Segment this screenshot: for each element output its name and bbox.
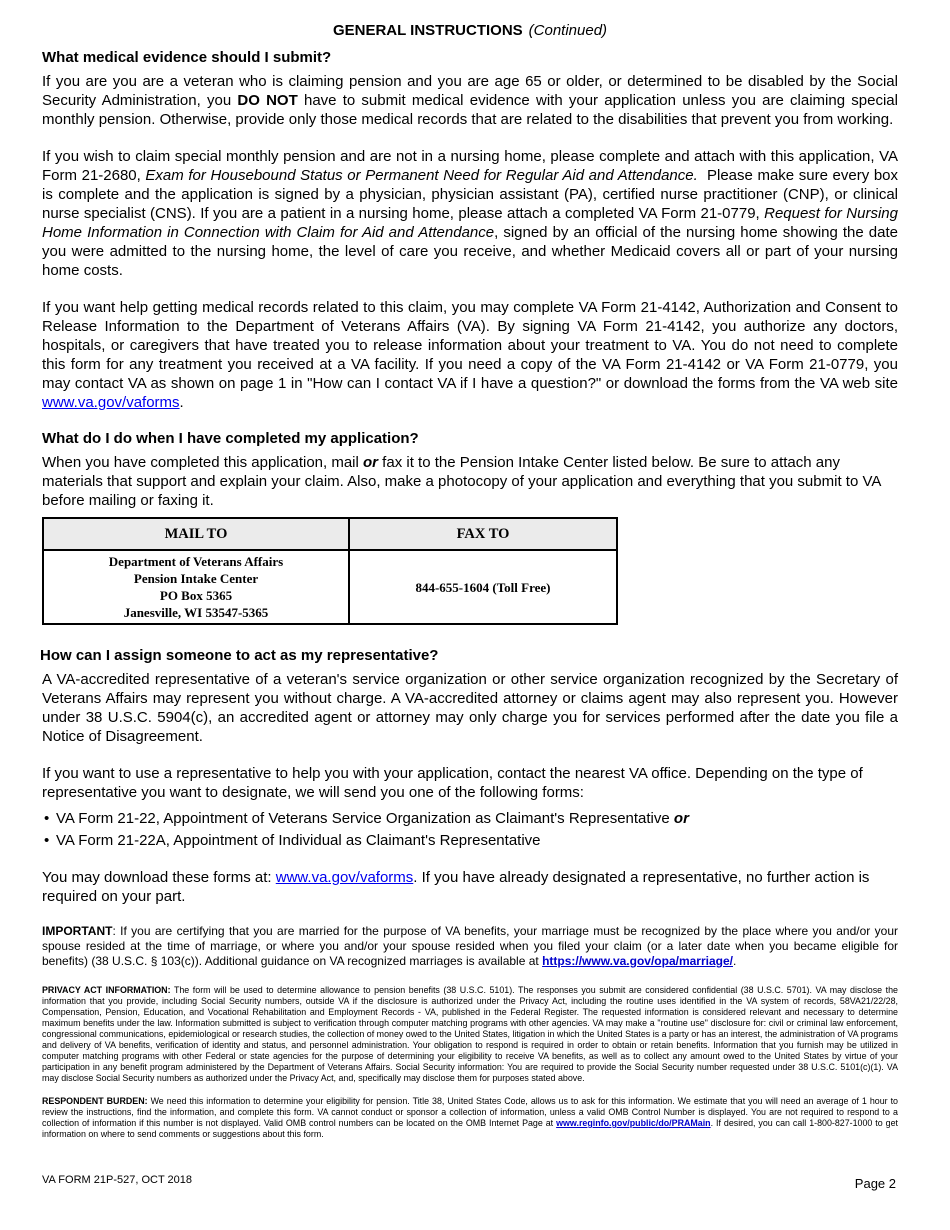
representative-paragraph-2: If you want to use a representative to help you with your application, contact the nearest VA office. Depending on the type of representative you want to designate, we will send you one of the following forms:	[42, 765, 863, 801]
page-number: Page 2	[854, 1176, 896, 1191]
fax-number-cell: 844-655-1604 (Toll Free)	[349, 550, 617, 624]
medical-p3-text: If you want help getting medical records related to this claim, you may complete VA Form 21-4142, Authorization and Consent to Release Information to the Department of Veterans Affairs (VA). By signing VA Form 21-4142, you authorize any doctors, hospitals, or caregivers that have treated you to release information about your treatment to VA. You do not need to complete this form for any treatment you received at a VA facility. If you need a copy of the VA Form 21-4142 or VA Form 21-0779, you may contact VA as shown on page 1 in "How can I contact VA if I have a question?" or download the forms from the VA web site	[42, 299, 898, 392]
representative-paragraph-3	[42, 868, 898, 906]
important-text: : If you are certifying that you are married for the purpose of VA benefits, your marriage must be recognized by the place where you and/or your spouse resided at the time of marriage, or where you and/or your spouse resided when you filed your claim (or a later date when you became eligible for benefits) (38 U.S.C. § 103(c)). Additional guidance on VA recognized marriages is available at	[42, 924, 898, 968]
bullet-icon: •	[44, 810, 50, 827]
completed-application-heading: What do I do when I have completed my application?	[42, 430, 419, 447]
completed-application-paragraph	[42, 453, 898, 510]
mail-address-cell	[43, 550, 349, 624]
burden-label: RESPONDENT BURDEN:	[42, 1096, 148, 1106]
representative-paragraph-1: A VA-accredited representative of a veteran's service organization or other service organization recognized by the Secretary of Veterans Affairs may represent you without charge. A VA-accredited attorney or claims agent may also represent you. However under 38 U.S.C. 5904(c), an accredited agent or attorney may only charge you for services performed after the date you file a Notice of Disagreement.	[42, 671, 898, 745]
mail-address-line: Pension Intake Center	[133, 571, 259, 586]
medical-p2-form-title-0779: Request for Nursing Home Information in Connection with Claim for Aid and Attendance	[42, 205, 898, 241]
list-item	[42, 831, 898, 850]
mail-fax-table	[42, 517, 618, 625]
privacy-label: PRIVACY ACT INFORMATION:	[42, 985, 171, 995]
medical-p2-text-b: Please make sure every box is complete and the application is signed by a physician, physician assistant (PA), certified nurse practitioner (CNP), or clinical nurse specialist (CNS). If you are a patient in a nursing home, please attach a completed VA Form 21-0779,	[42, 167, 903, 222]
download-forms-text-b: . If you have already designated a representative, no further action is required on your part.	[42, 869, 870, 905]
download-forms-text: You may download these forms at:	[42, 869, 276, 886]
mail-address-line: Janesville, WI 53547-5365	[123, 605, 269, 620]
privacy-text: The form will be used to determine allowance to pension benefits (38 U.S.C. 5101). The responses you submit are considered confidential (38 U.S.C. 5701). VA may disclose the information that you provide, including Social Security numbers, outside VA if the disclosure is authorized under the Privacy Act, including the routine uses identified in the VA system of records, 58VA21/22/28, Compensation, Pension, Education, and Vocational Rehabilitation and Employment Records - VA, published in the Federal Register. The requested information is considered relevant and necessary to determine maximum benefits under the law. Information submitted is subject to verification through computer matching programs with other agencies. VA may make a "routine use" disclosure for: civil or criminal law enforcement, congressional communications, epidemiological or research studies, the collection of money owed to the United States, litigation in which the United States is a party or has an interest, the administration of VA programs and delivery of VA benefits, verification of identity and status, and personnel administration. Your obligation to respond is required in order to obtain or retain benefits. Information that you furnish may be utilized in computer matching programs with other Federal or state agencies for the purpose of determining your eligibility to receive VA benefits, as well as to collect any amount owed to the United States by virtue of your participation in any benefit program administered by the Department of Veterans Affairs. Social Security information: You are required to provide the Social Security number requested under 38 U.S.C. 5101(c)(1). VA may disclose Social Security numbers as authorized under the Privacy Act, and, specifically may disclose them for purposes stated above.	[42, 985, 898, 1083]
medical-evidence-heading: What medical evidence should I submit?	[42, 49, 332, 66]
representative-heading: How can I assign someone to act as my representative?	[40, 647, 439, 664]
medical-p2-form-title-2680: Exam for Housebound Status or Permanent Need for Regular Aid and Attendance.	[145, 167, 698, 184]
form-identifier: VA FORM 21P-527, OCT 2018	[42, 1174, 192, 1186]
vaforms-link[interactable]: www.va.gov/vaforms	[42, 394, 180, 411]
medical-p1-text-a: If you are you are a veteran who is claiming pension and you are age 65 or older, or determined to be disabled by the Social Security Administration, you	[42, 73, 898, 109]
privacy-act-information	[42, 985, 898, 1084]
page-title-text: GENERAL INSTRUCTIONS	[332, 22, 523, 39]
completed-text-a: When you have completed this application, mail	[42, 454, 364, 471]
important-notice	[42, 924, 898, 969]
page-title	[42, 22, 898, 39]
pramain-link[interactable]: www.reginfo.gov/public/do/PRAMain	[556, 1118, 711, 1128]
medical-evidence-paragraph-1	[42, 72, 898, 129]
mail-address-line: Department of Veterans Affairs	[108, 554, 284, 569]
medical-p2-text-c: , signed by an official of the nursing home showing the date you were admitted to the nursing home, the level of care you receive, and whether Medicaid covers all or part of your nursing home costs.	[42, 224, 898, 279]
list-item	[42, 809, 898, 828]
completed-or-emphasis: or	[363, 454, 379, 471]
form-21-22a-text: VA Form 21-22A, Appointment of Individual as Claimant's Representative	[56, 832, 541, 849]
mail-to-header: MAIL TO	[43, 518, 349, 550]
completed-text-b: fax it to the Pension Intake Center listed below. Be sure to attach any materials that support and explain your claim. Also, make a photocopy of your application and everything that you submit to VA before mailing or faxing it.	[42, 454, 881, 509]
important-label: IMPORTANT	[42, 924, 113, 938]
mail-address-line: PO Box 5365	[159, 588, 233, 603]
burden-text-b: . If desired, you can call 1-800-827-1000 to get information on where to send comments or suggestions about this form.	[42, 1118, 898, 1139]
respondent-burden	[42, 1096, 898, 1140]
bullet-icon: •	[44, 832, 50, 849]
medical-evidence-paragraph-2	[42, 147, 903, 280]
form-or-emphasis: or	[673, 810, 689, 827]
important-end: .	[733, 954, 737, 968]
medical-p1-text-b: have to submit medical evidence with your application unless you are claiming special monthly pension. Otherwise, provide only those medical records that are related to the disabilities that prevent you from working.	[42, 92, 898, 128]
medical-p1-bold: DO NOT	[237, 92, 298, 109]
fax-to-header: FAX TO	[349, 518, 617, 550]
medical-p3-end: .	[179, 394, 184, 411]
medical-evidence-paragraph-3	[42, 298, 898, 412]
marriage-link[interactable]: https://www.va.gov/opa/marriage/	[542, 954, 733, 968]
medical-p2-text-a: If you wish to claim special monthly pension and are not in a nursing home, please complete and attach with this application, VA Form 21-2680,	[42, 148, 898, 184]
instructions-page	[40, 22, 903, 1152]
page-title-continued: (Continued)	[528, 22, 608, 39]
vaforms-link[interactable]: www.va.gov/vaforms	[275, 869, 414, 886]
representative-forms-list	[42, 809, 898, 850]
burden-text: We need this information to determine your eligibility for pension. Title 38, United States Code, allows us to ask for this information. We estimate that you will need an average of 1 hour to review the instructions, find the information, and complete this form. VA cannot conduct or sponsor a collection of information, unless a valid OMB Control Number is displayed. You are not required to respond to a collection of information if this number is not displayed. Valid OMB control numbers can be located on the OMB Internet Page at	[42, 1096, 898, 1128]
form-21-22-text: VA Form 21-22, Appointment of Veterans Service Organization as Claimant's Representative	[56, 810, 674, 827]
